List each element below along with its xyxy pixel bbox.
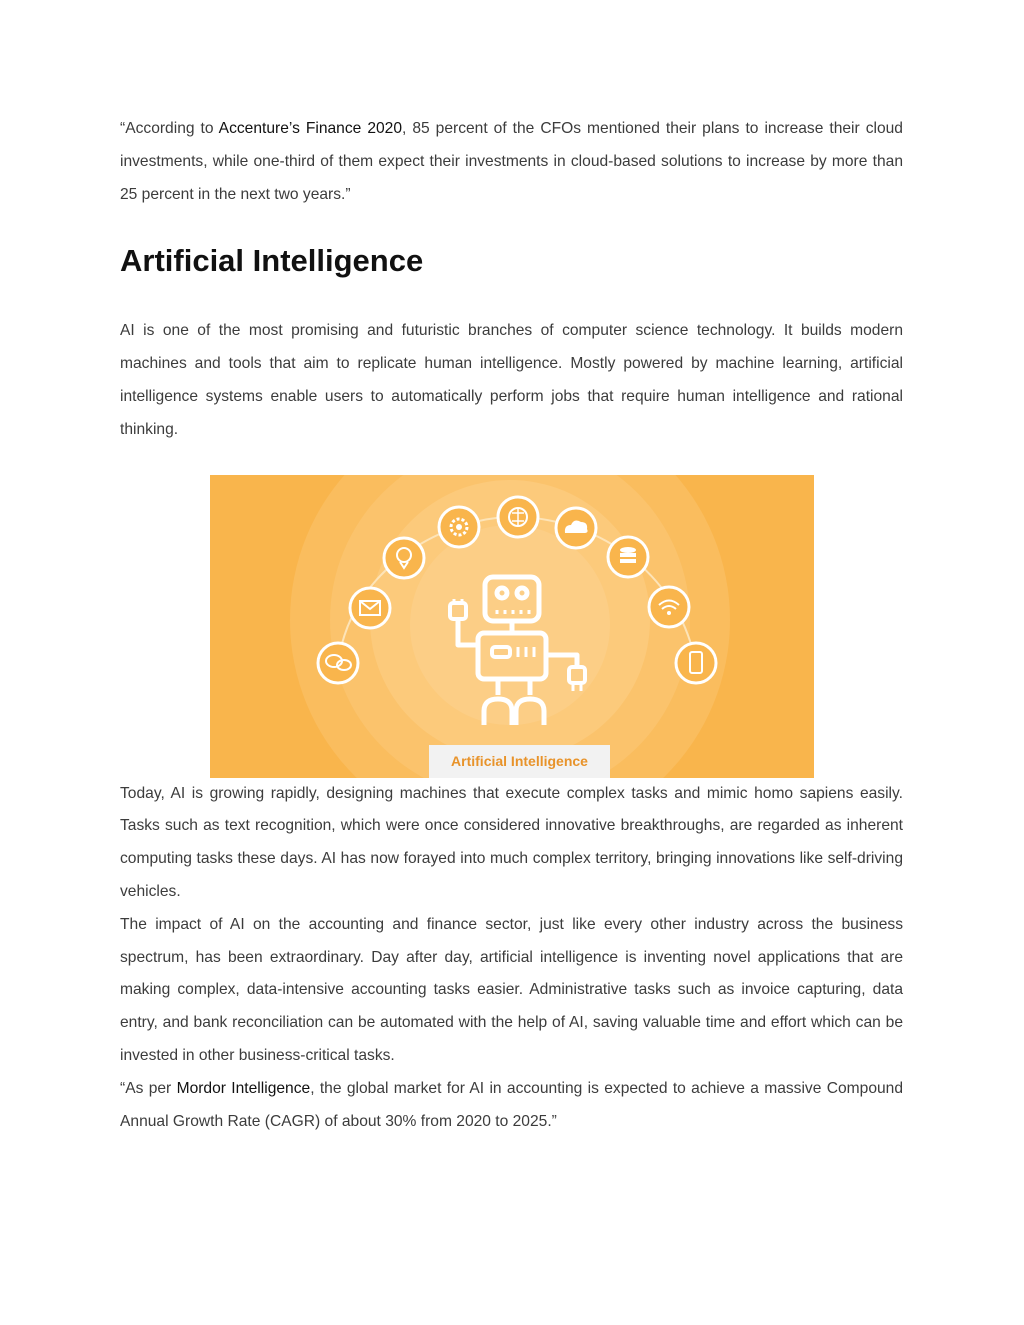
database-icon — [608, 537, 648, 577]
quote-rest-text: , the global market for AI in accounting is expected to achieve a massive Compound Annual Growth Rate (CAGR) of about 30% from 2020 to 2025.” — [120, 1079, 904, 1130]
paragraph-ai-today: Today, AI is growing rapidly, designing machines that execute complex tasks and mimic homo sapiens easily. Tasks such as text recognition, which were once considered innovative breakthroughs, are regarded as inherent computing tasks these days. AI has now forayed into much complex territory, bringing innovations like self-driving vehicles. — [120, 784, 903, 900]
section-heading: Artificial Intelligence — [120, 243, 424, 279]
quote-open-text: “According to — [120, 120, 219, 137]
paragraph-ai-intro: AI is one of the most promising and futuristic branches of computer science technology. It builds modern machines and tools that aim to replicate human intelligence. Mostly powered by machine learning, artificial intelligence systems enable users to automatically perform jobs that require human intelligence and rational thinking. — [120, 322, 903, 438]
chat-icon — [318, 643, 358, 683]
quote-open-text: “As per — [120, 1079, 177, 1097]
document-page — [120, 113, 903, 1138]
phone-icon — [676, 643, 716, 683]
paragraph-ai-accounting-impact: The impact of AI on the accounting and finance sector, just like every other industry across the business spectrum, has been extraordinary. Day after day, artificial intelligence is inventing novel applications that are making complex, data-intensive accounting tasks easier. Administrative tasks such as invoice capturing, data entry, and bank reconciliation can be automated with the help of AI, saving valuable time and effort which can be invested in other business-critical tasks. — [120, 915, 903, 1064]
cloud-icon — [556, 508, 596, 548]
accenture-finance-link[interactable]: Accenture’s Finance 2020 — [218, 120, 403, 137]
paragraph-accenture-quote — [120, 113, 903, 211]
wifi-icon — [649, 587, 689, 627]
lightbulb-icon — [384, 538, 424, 578]
quote-rest-text: , 85 percent of the CFOs mentioned their plans to increase their cloud investments, while one-third of them expect their investments in cloud-based solutions to increase by more than 25 percent in the next two years.” — [120, 120, 903, 203]
ai-illustration — [210, 475, 814, 778]
gear-icon — [439, 507, 479, 547]
mail-icon — [350, 588, 390, 628]
figure-caption: Artificial Intelligence — [451, 752, 588, 769]
paragraph-mordor-quote — [120, 1073, 903, 1139]
brain-icon — [498, 497, 538, 537]
mordor-intelligence-link[interactable]: Mordor Intelligence — [176, 1079, 311, 1097]
